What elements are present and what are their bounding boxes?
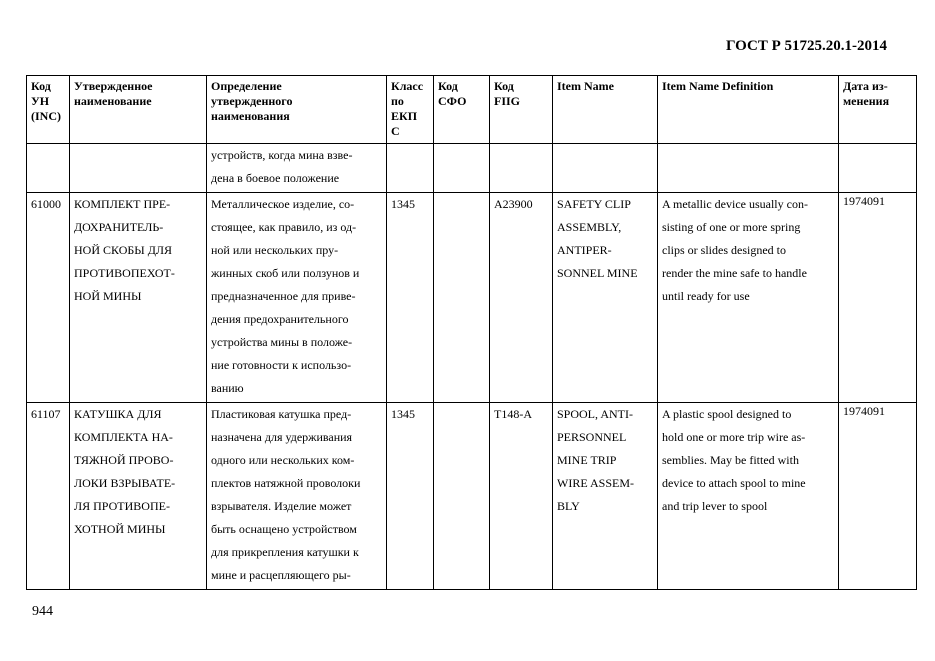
table-row xyxy=(27,403,917,590)
cell-item-name xyxy=(553,144,658,193)
cell-date: 1974091 xyxy=(839,403,917,590)
col-header-item-name: Item Name xyxy=(553,76,658,144)
catalog-table xyxy=(26,75,917,590)
col-header-inc: Код УН (INC) xyxy=(27,76,70,144)
col-header-change-date: Дата из- менения xyxy=(839,76,917,144)
cell-sfo xyxy=(434,193,490,403)
page-number: 944 xyxy=(32,604,53,619)
col-header-definition: Определение утвержденного наименования xyxy=(207,76,387,144)
table-row xyxy=(27,144,917,193)
col-header-fiig: Код FIIG xyxy=(490,76,553,144)
cell-item-definition xyxy=(658,144,839,193)
cell-definition: Металлическое изделие, со- стоящее, как правило, из од- ной или нескольких пру- жинных скоб или ползунов и предназначенное для приве- дения предохранительного устройства мины в положе- ние готовности к использо- ванию xyxy=(207,193,387,403)
cell-code: 61000 xyxy=(27,193,70,403)
table-row xyxy=(27,193,917,403)
cell-name xyxy=(70,144,207,193)
cell-class: 1345 xyxy=(387,193,434,403)
cell-code: 61107 xyxy=(27,403,70,590)
cell-date xyxy=(839,144,917,193)
cell-sfo xyxy=(434,144,490,193)
cell-class xyxy=(387,144,434,193)
cell-sfo xyxy=(434,403,490,590)
table-header xyxy=(27,76,917,144)
cell-fiig: A23900 xyxy=(490,193,553,403)
cell-definition: Пластиковая катушка пред- назначена для удерживания одного или нескольких ком- плектов натяжной проволоки взрывателя. Изделие может быть оснащено устройством для прикрепления катушки к мине и расцепляющего ры- xyxy=(207,403,387,590)
cell-item-definition: A plastic spool designed to hold one or more trip wire as- semblies. May be fitted with device to attach spool to mine and trip lever to spool xyxy=(658,403,839,590)
col-header-class: Класс по ЕКП С xyxy=(387,76,434,144)
cell-definition: устройств, когда мина взве- дена в боевое положение xyxy=(207,144,387,193)
table-body xyxy=(27,144,917,590)
col-header-approved-name: Утвержденное наименование xyxy=(70,76,207,144)
cell-class: 1345 xyxy=(387,403,434,590)
cell-item-definition: A metallic device usually con- sisting of one or more spring clips or slides designed to render the mine safe to handle until ready for use xyxy=(658,193,839,403)
header-row xyxy=(27,76,917,144)
cell-fiig xyxy=(490,144,553,193)
cell-name: КАТУШКА ДЛЯ КОМПЛЕКТА НА- ТЯЖНОЙ ПРОВО- ЛОКИ ВЗРЫВАТЕ- ЛЯ ПРОТИВОПЕ- ХОТНОЙ МИНЫ xyxy=(70,403,207,590)
cell-date: 1974091 xyxy=(839,193,917,403)
cell-name: КОМПЛЕКТ ПРЕ- ДОХРАНИТЕЛЬ- НОЙ СКОБЫ ДЛЯ ПРОТИВОПЕХОТ- НОЙ МИНЫ xyxy=(70,193,207,403)
document-code: ГОСТ Р 51725.20.1-2014 xyxy=(725,38,887,54)
col-header-sfo: Код СФО xyxy=(434,76,490,144)
cell-item-name: SAFETY CLIP ASSEMBLY, ANTIPER- SONNEL MINE xyxy=(553,193,658,403)
cell-code xyxy=(27,144,70,193)
cell-fiig: T148-A xyxy=(490,403,553,590)
col-header-item-definition: Item Name Definition xyxy=(658,76,839,144)
cell-item-name: SPOOL, ANTI- PERSONNEL MINE TRIP WIRE ASSEM- BLY xyxy=(553,403,658,590)
